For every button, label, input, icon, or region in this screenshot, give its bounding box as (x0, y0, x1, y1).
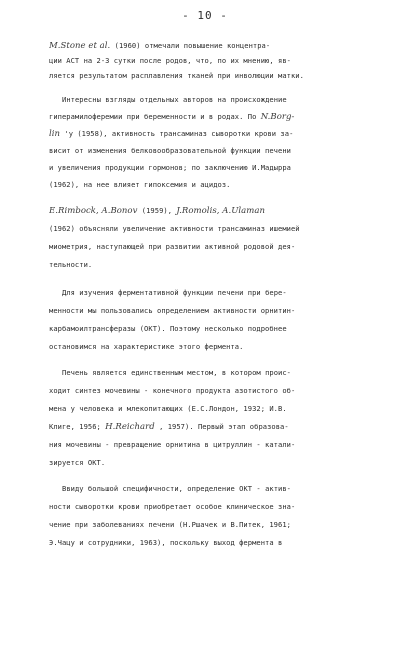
text-line: Ввиду большой специфичности, определение ОКТ - актив- (62, 484, 292, 493)
text-line: чение при заболеваниях печени (Н.Ршачек и В.Питек, 1961; (49, 520, 291, 529)
text-line: M.Stone et al. (1960) отмечали повышение концентра- (49, 41, 271, 51)
text-line: Печень является единственным местом, в котором проис- (62, 368, 292, 377)
text-line: и увеличения продукции гормонов; по заключению И.Мадырра (49, 163, 291, 172)
text-line: зируется ОКТ. (49, 458, 106, 467)
text-line: (1962), на нее влияет гипоксемия и ацидоз. (49, 180, 231, 189)
text-line: Клиге, 1956; H.Reichard , 1957). Первый этап образова- (49, 422, 289, 432)
text-line: ности сыворотки крови приобретает особое клиническое зна- (49, 502, 296, 511)
handwritten-author: lin (49, 129, 61, 139)
text-line: висит от изменения белковообразовательной функции печени (49, 146, 291, 155)
text-line: тельности. (49, 260, 93, 269)
text-line: Для изучения ферментативной функции печени при бере- (62, 288, 287, 297)
text-line: Э.Чацу и сотрудники, 1963), поскольку выход фермента в (49, 538, 283, 547)
handwritten-author: J.Romolis, A.Ulaman (176, 206, 266, 216)
text-line: гиперамилоферемии при беременности и в родах. По N.Borg- (49, 112, 295, 122)
text-line: ходит синтез мочевины - конечного продукта азотистого об- (49, 386, 296, 395)
page-number: - 10 - (182, 9, 228, 22)
handwritten-author: N.Borg- (260, 112, 295, 122)
text-line: E.Rimbock, A.Bonov (1959), J.Romolis, A.Ulaman (49, 206, 266, 216)
handwritten-author: H.Reichard (105, 422, 155, 432)
text-line: карбамоилтрансферазы (ОКТ). Поэтому несколько подробнее (49, 324, 287, 333)
text-line: мена у человека и млекопитающих (Е.С.Лондон, 1932; И.В. (49, 404, 287, 413)
handwritten-author: M.Stone et al. (49, 41, 111, 51)
handwritten-author: E.Rimbock, A.Bonov (49, 206, 138, 216)
text-line: lin 'у (1958), активность трансаминаз сыворотки крови за- (49, 129, 294, 139)
text-line: ния мочевины - превращение орнитина в цитруллин - катали- (49, 440, 296, 449)
text-line: Интересны взгляды отдельных авторов на происхождение (62, 95, 287, 104)
text-line: менности мы пользовались определением активности орнитин- (49, 306, 296, 315)
text-line: ции АСТ на 2-3 сутки после родов, что, по их мнению, яв- (49, 56, 291, 65)
text-line: (1962) объясняли увеличение активности трансаминаз ишемией (49, 224, 300, 233)
text-line: миометрия, наступающей при развитии активной родовой дея- (49, 242, 296, 251)
text-line: ляется результатом расплавления тканей при инволюции матки. (49, 71, 304, 80)
text-line: остановимся на характеристике этого фермента. (49, 342, 244, 351)
